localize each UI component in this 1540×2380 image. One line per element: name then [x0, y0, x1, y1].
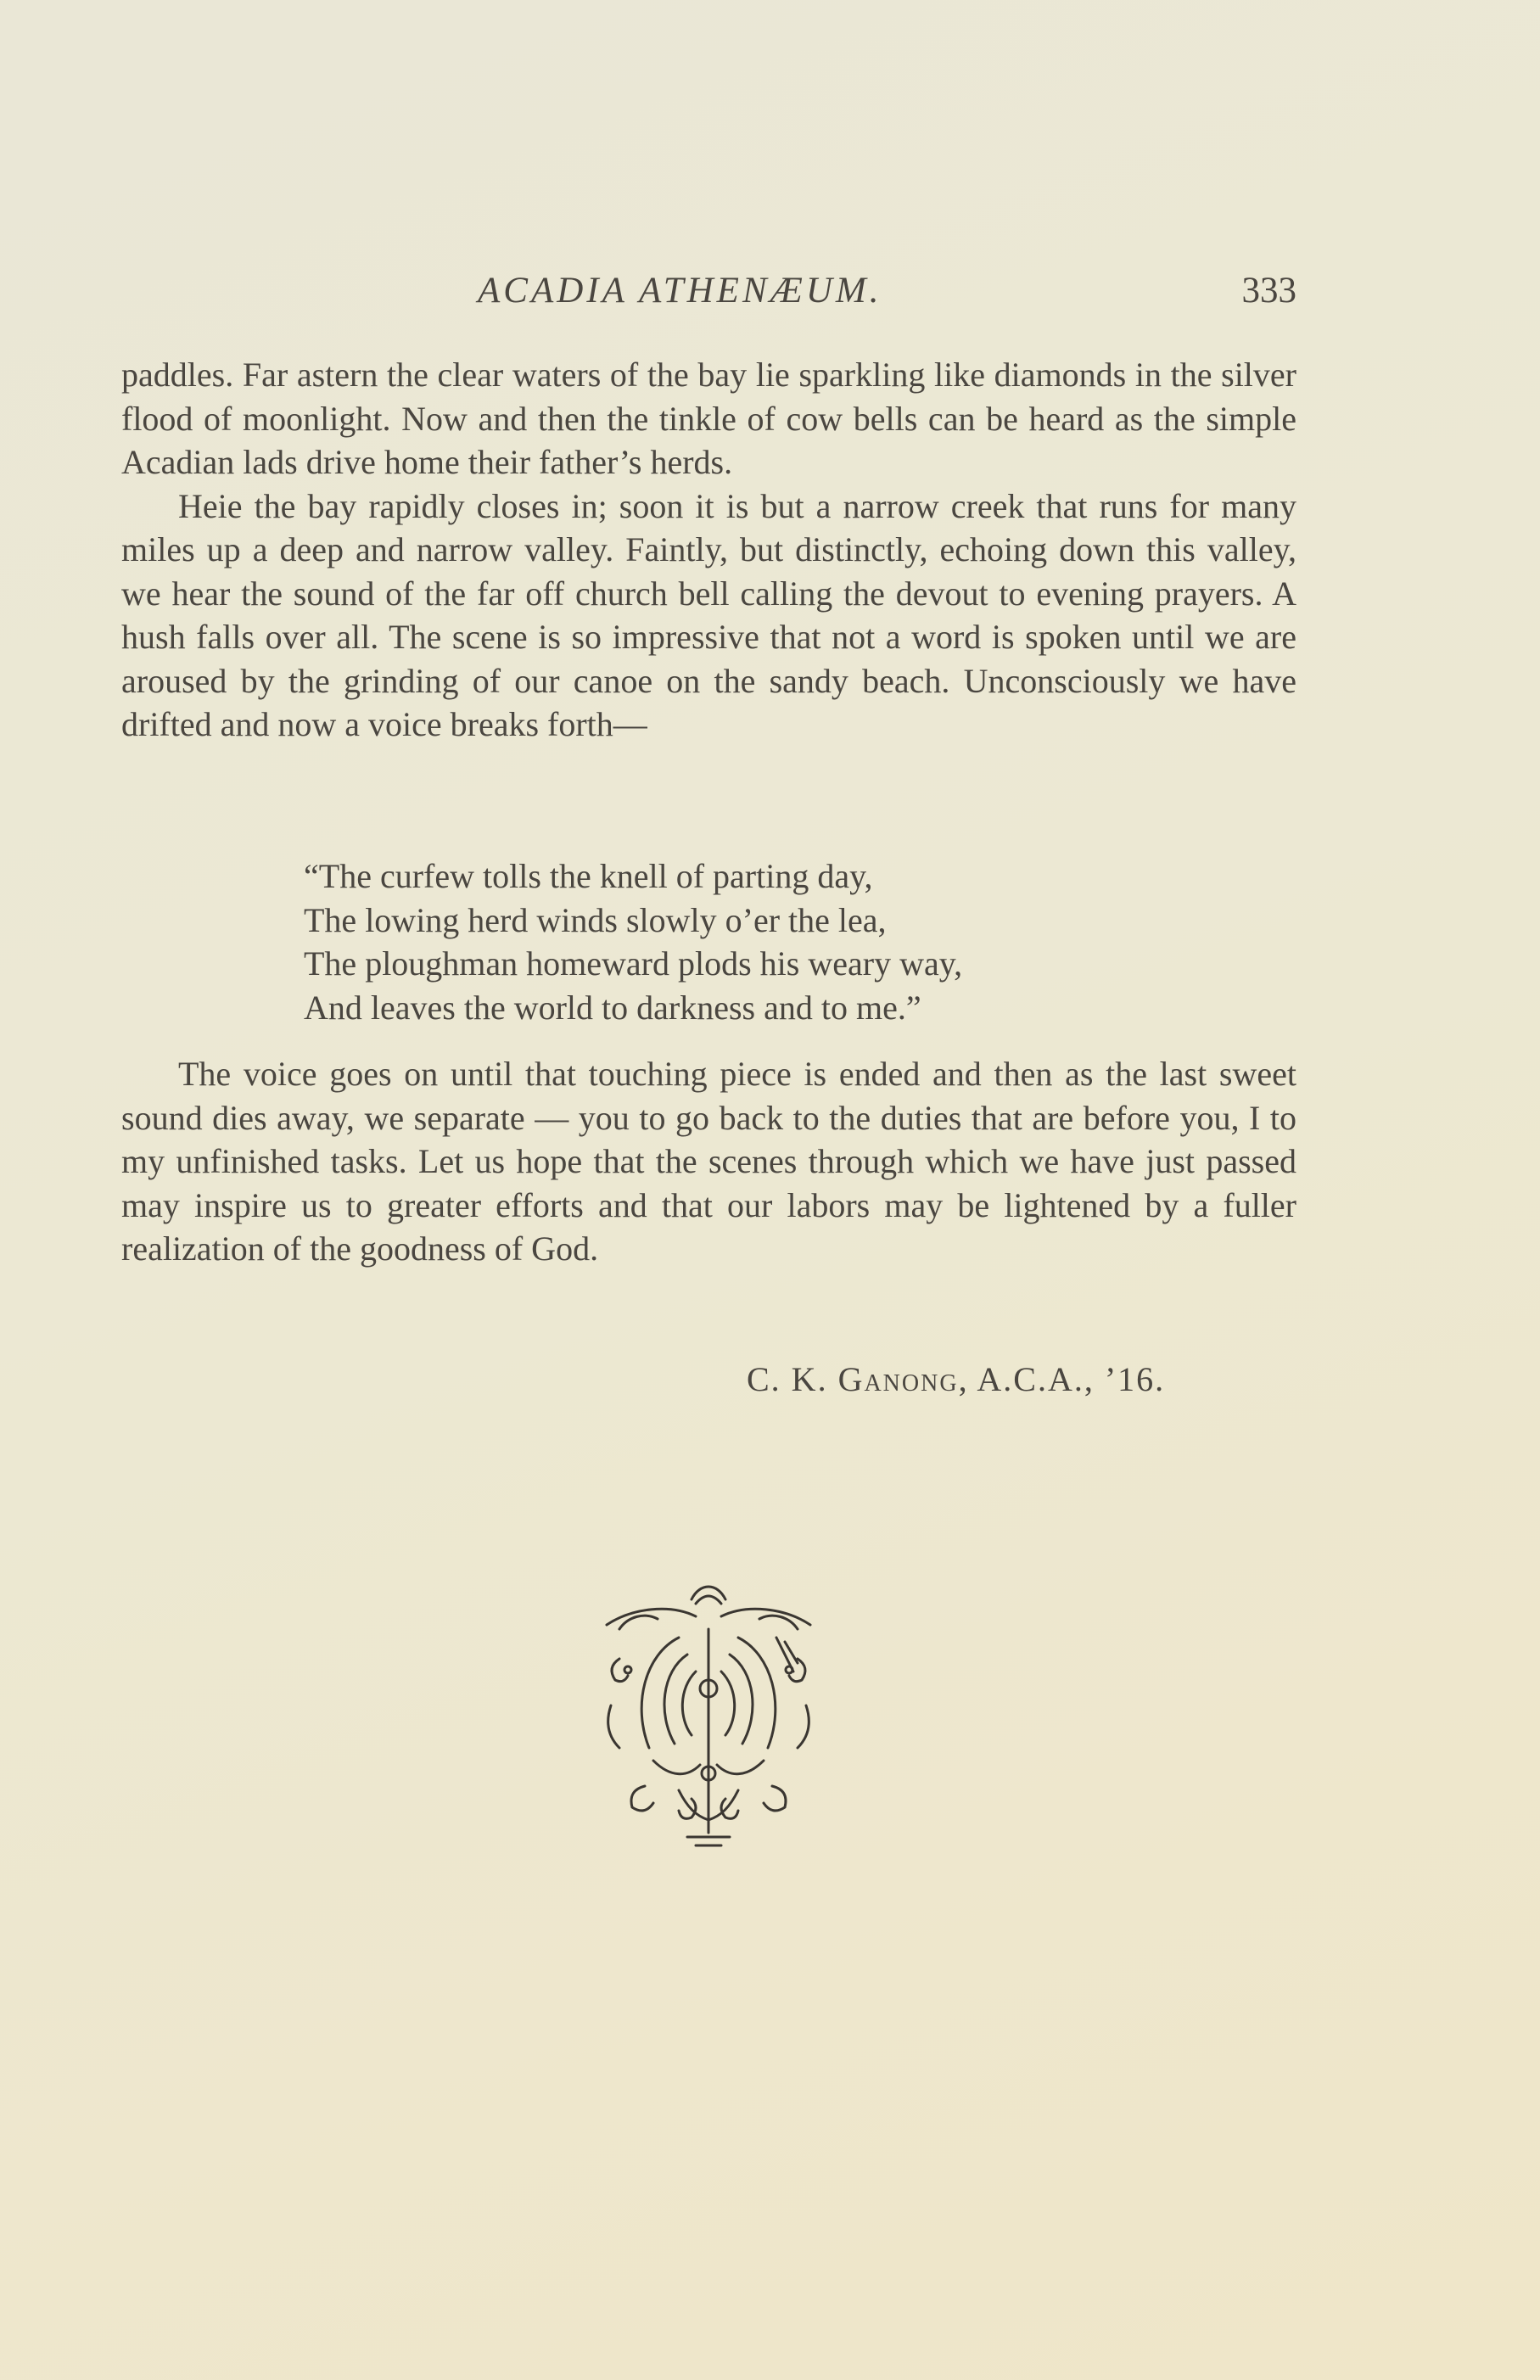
- poem-quotation: [304, 854, 962, 1029]
- closing-text: [121, 1052, 1296, 1271]
- signature-suffix: , A.C.A., ’16.: [958, 1360, 1166, 1398]
- running-title: ACADIA ATHENÆUM.: [478, 271, 882, 311]
- paragraph-1: paddles. Far astern the clear waters of the bay lie sparkling like diamonds in the silver flood of moonlight. Now and then the tinkle of cow bells can be heard as the simple Acadian lads drive home their father’s herds.: [121, 356, 1296, 481]
- closing-paragraph: The voice goes on until that touching piece is ended and then as the last sweet sound dies away, we separate — you to go back to the duties that are before you, I to my unfinished tasks. Let us hope that the scenes through which we have just passed may inspire us to greater efforts and that our labors may be lightened by a fuller realization of the goodness of God.: [121, 1055, 1296, 1268]
- body-text: [121, 353, 1296, 747]
- page-number: 333: [1241, 271, 1296, 311]
- signature-initials: C. K.: [747, 1360, 828, 1398]
- poem-line: And leaves the world to darkness and to me.”: [304, 988, 921, 1027]
- poem-line: “The curfew tolls the knell of parting day,: [304, 857, 873, 895]
- signature-surname: Ganong: [837, 1360, 959, 1398]
- running-header: [121, 270, 1296, 321]
- author-signature: [747, 1359, 1165, 1399]
- poem-line: The lowing herd winds slowly o’er the lea,: [304, 900, 887, 939]
- paragraph-2: Heie the bay rapidly closes in; soon it is but a narrow creek that runs for many miles up a deep and narrow valley. Faintly, but distinctly, echoing down this valley, we hear the sound of the far off church bell calling the devout to evening prayers. A hush falls over all. The scene is so impressive that not a word is spoken until we are aroused by the grinding of our canoe on the sandy beach. Unconsciously we have drifted and now a voice breaks forth—: [121, 486, 1296, 743]
- poem-line: The ploughman homeward plods his weary way,: [304, 944, 963, 983]
- floral-tailpiece-icon: [594, 1578, 823, 1858]
